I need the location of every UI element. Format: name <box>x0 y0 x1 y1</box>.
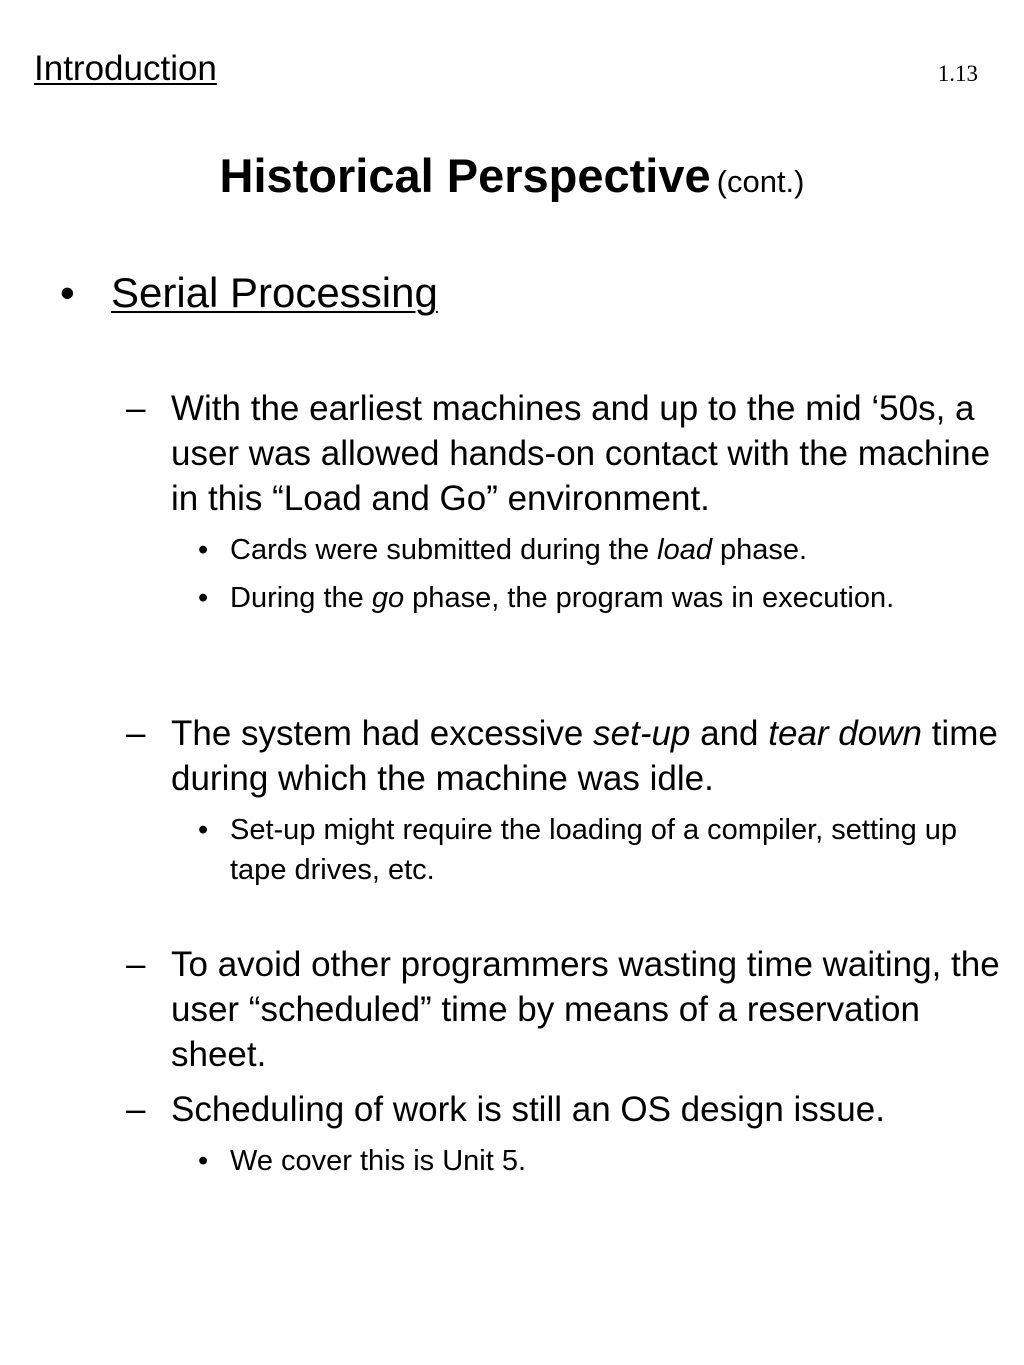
point-text: To avoid other programmers wasting time waiting, the user “scheduled” time by means of a reservation sheet. <box>171 945 1000 1074</box>
point-text: Scheduling of work is still an OS design issue. <box>171 1090 885 1129</box>
heading-text: Serial Processing <box>111 269 438 316</box>
subpoint-text <box>230 530 988 570</box>
dash-icon: – <box>126 945 146 984</box>
bullet-icon: • <box>198 1145 209 1177</box>
point-setup-teardown <box>126 711 1006 801</box>
point-text: With the earliest machines and up to the mid ‘50s, a user was allowed hands-on contact with the machine in this “Load and Go” environment. <box>171 389 991 518</box>
text-fragment: phase. <box>711 534 808 566</box>
dash-icon: – <box>126 389 146 428</box>
emphasis-go: go <box>371 582 405 614</box>
bullet-icon: • <box>198 814 209 846</box>
emphasis-tear-down: tear down <box>768 714 922 753</box>
text-fragment: Cards were submitted during the <box>230 534 658 566</box>
text-fragment: phase, the program was in execution. <box>404 582 895 614</box>
text-fragment: time during which the machine was idle. <box>171 714 998 798</box>
title-sub: (cont.) <box>716 164 805 199</box>
section-label: Introduction <box>34 49 217 88</box>
slide-number: 1.13 <box>937 61 978 86</box>
point-scheduling-sheet <box>126 942 1006 1077</box>
dash-icon: – <box>126 1090 146 1129</box>
text-fragment: During the <box>230 582 372 614</box>
point-text <box>171 711 1006 801</box>
bullet-icon: • <box>60 269 75 316</box>
subpoint-setup-detail <box>198 810 988 890</box>
bullet-icon: • <box>198 582 209 614</box>
text-fragment: The system had excessive <box>171 714 594 753</box>
title-main: Historical Perspective <box>219 149 711 202</box>
text-fragment: and <box>690 714 769 753</box>
emphasis-load: load <box>657 534 712 566</box>
subpoint-go-phase <box>198 578 988 618</box>
subpoint-load-phase <box>198 530 988 570</box>
point-load-and-go <box>126 386 1006 521</box>
emphasis-set-up: set-up <box>593 714 691 753</box>
subpoint-text: We cover this is Unit 5. <box>230 1145 527 1177</box>
subpoint-text <box>230 578 988 618</box>
point-os-design-issue <box>126 1087 1006 1132</box>
subpoint-unit-5 <box>198 1141 988 1181</box>
slide-title <box>0 146 1024 218</box>
dash-icon: – <box>126 714 146 753</box>
bullet-icon: • <box>198 534 209 566</box>
subpoint-text: Set-up might require the loading of a compiler, setting up tape drives, etc. <box>230 814 958 886</box>
